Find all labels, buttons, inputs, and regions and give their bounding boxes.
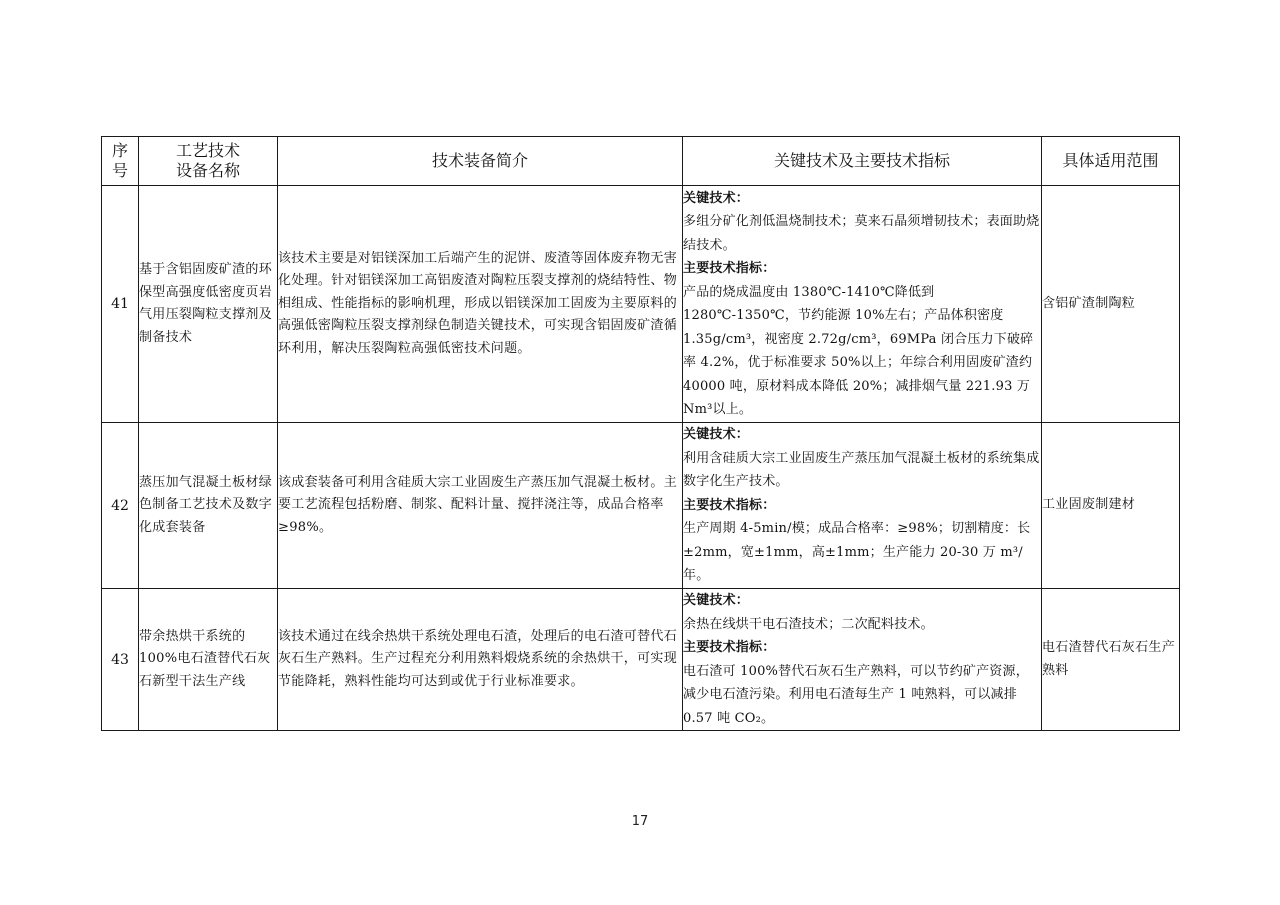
header-process-name-line2: 设备名称 [175, 161, 240, 180]
row-process-name: 蒸压加气混凝土板材绿色制备工艺技术及数字化成套装备 [139, 423, 278, 589]
main-index-title: 主要技术指标： [683, 497, 776, 513]
main-index-title: 主要技术指标： [683, 640, 776, 655]
key-technology-text: 多组分矿化剂低温烧制技术；莫来石晶须增韧技术；表面助烧结技术。 [683, 214, 1040, 253]
row-process-name: 基于含铝固废矿渣的环保型高强度低密度页岩气用压裂陶粒支撑剂及制备技术 [139, 186, 278, 423]
table-header-row [102, 137, 1180, 186]
row-serial-number: 41 [102, 186, 139, 423]
header-introduction: 技术装备简介 [278, 137, 683, 186]
key-technology-text: 利用含硅质大宗工业固废生产蒸压加气混凝土板材的系统集成数字化生产技术。 [683, 450, 1040, 490]
row-key-technology [683, 589, 1042, 731]
row-process-name: 带余热烘干系统的 100%电石渣替代石灰石新型干法生产线 [139, 589, 278, 731]
row-introduction: 该技术主要是对铝镁深加工后端产生的泥饼、废渣等固体废弃物无害化处理。针对铝镁深加工高铝废渣对陶粒压裂支撑剂的烧结特性、物相组成、性能指标的影响机理，形成以铝镁深加工固废为主要原料的高强低密陶粒压裂支撑剂绿色制造关键技术，可实现含铝固废矿渣循环利用，解决压裂陶粒高强低密技术问题。 [278, 186, 683, 423]
row-application-scope: 工业固废制建材 [1042, 423, 1180, 589]
key-technology-title: 关键技术： [683, 593, 750, 608]
row-introduction: 该成套装备可利用含硅质大宗工业固废生产蒸压加气混凝土板材。主要工艺流程包括粉磨、制浆、配料计量、搅拌浇注等，成品合格率≥98%。 [278, 423, 683, 589]
main-index-text: 电石渣可 100%替代石灰石生产熟料，可以节约矿产资源，减少电石渣污染。利用电石渣每生产 1 吨熟料，可以减排 0.57 吨 CO₂。 [683, 663, 1029, 726]
header-serial-number-line1: 序 [111, 141, 128, 160]
main-index-text: 生产周期 4-5min/模；成品合格率：≥98%；切割精度：长±2mm，宽±1mm，高±1mm；生产能力 20-30 万 m³/年。 [683, 521, 1031, 584]
header-process-name-line1: 工艺技术 [175, 141, 240, 160]
main-index-title: 主要技术指标： [683, 261, 776, 276]
table-row [102, 589, 1180, 731]
main-index-text: 产品的烧成温度由 1380℃-1410℃降低到 1280℃-1350℃，节约能源 10%左右；产品体积密度 1.35g/cm³，视密度 2.72g/cm³，69MPa 闭合压力下破碎率 4.2%，优于标准要求 50%以上；年综合利用固废矿渣约 40000 吨，原材料成本降低 20%；减排烟气量 221.93 万 Nm³以上。 [683, 284, 1034, 417]
key-technology-text: 余热在线烘干电石渣技术；二次配料技术。 [683, 616, 934, 632]
header-serial-number [102, 137, 139, 186]
row-key-technology [683, 186, 1042, 423]
table-row [102, 186, 1180, 423]
technology-catalog-table [101, 136, 1180, 731]
row-key-technology [683, 423, 1042, 589]
header-serial-number-line2: 号 [111, 161, 128, 180]
key-technology-title: 关键技术： [683, 427, 750, 443]
header-application-scope: 具体适用范围 [1042, 137, 1180, 186]
header-key-technology: 关键技术及主要技术指标 [683, 137, 1042, 186]
row-serial-number: 43 [102, 589, 139, 731]
row-introduction: 该技术通过在线余热烘干系统处理电石渣，处理后的电石渣可替代石灰石生产熟料。生产过程充分利用熟料煅烧系统的余热烘干，可实现节能降耗，熟料性能均可达到或优于行业标准要求。 [278, 589, 683, 731]
table-row [102, 423, 1180, 589]
row-application-scope: 电石渣替代石灰石生产熟料 [1042, 589, 1180, 731]
header-process-name [139, 137, 278, 186]
row-application-scope: 含铝矿渣制陶粒 [1042, 186, 1180, 423]
key-technology-title: 关键技术： [683, 190, 750, 206]
page-number: 17 [631, 814, 649, 829]
row-serial-number: 42 [102, 423, 139, 589]
